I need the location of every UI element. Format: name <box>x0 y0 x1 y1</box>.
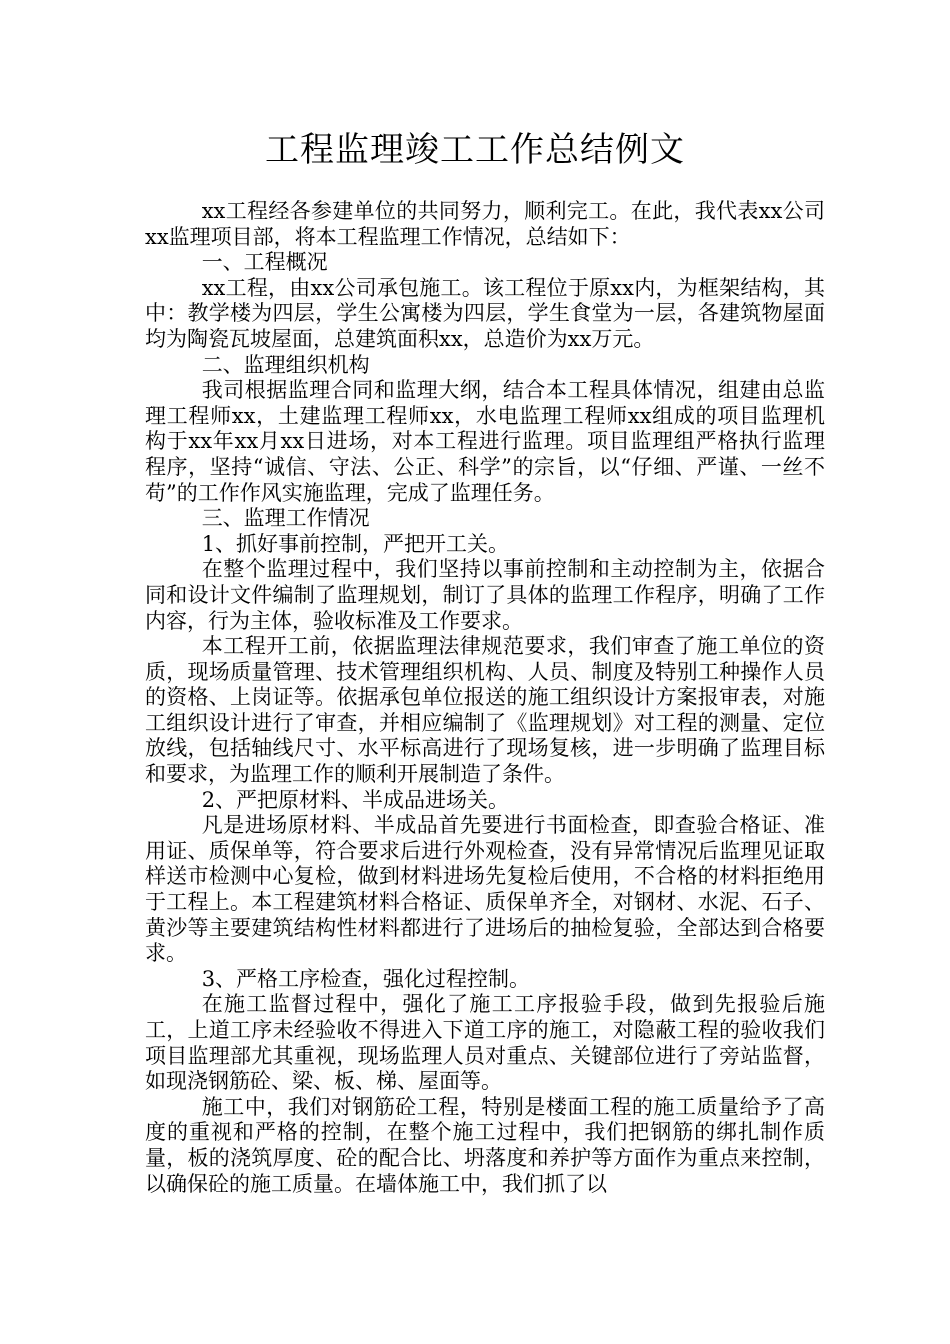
subheading-prior-control: 1、抓好事前控制，严把开工关。 <box>201 531 510 556</box>
section-heading-work: 三、监理工作情况 <box>201 506 370 531</box>
paragraph-organization: 我司根据监理合同和监理大纲，结合本工程具体情况，组建由总监理工程师xx，土建监理工程师xx，水电监理工程师xx组成的项目监理机构于xx年xx月xx日进场，对本工程进行监理。项目监理组严格执行监理程序，坚持“诚信、守法、公正、科学”的宗旨，以“仔细、严谨、一丝不苟”的工作作风实施监理，完成了监理任务。 <box>145 378 825 505</box>
paragraph-process-control-1: 在施工监督过程中，强化了施工工序报验手段，做到先报验后施工，上道工序未经验收不得进入下道工序的施工，对隐蔽工程的验收我们项目监理部尤其重视，现场监理人员对重点、关键部位进行了旁站监督，如现浇钢筋砼、梁、板、梯、屋面等。 <box>145 992 825 1094</box>
document-body <box>145 199 825 1197</box>
document-title: 工程监理竣工工作总结例文 <box>265 130 685 170</box>
section-heading-overview: 一、工程概况 <box>201 250 328 275</box>
subheading-process-control: 3、严格工序检查，强化过程控制。 <box>201 966 531 991</box>
paragraph-prior-control-1: 在整个监理过程中，我们坚持以事前控制和主动控制为主，依据合同和设计文件编制了监理规划，制订了具体的监理工作程序，明确了工作内容，行为主体，验收标准及工作要求。 <box>145 557 825 633</box>
paragraph-process-control-2: 施工中，我们对钢筋砼工程，特别是楼面工程的施工质量给予了高度的重视和严格的控制，在整个施工过程中，我们把钢筋的绑扎制作质量，板的浇筑厚度、砼的配合比、坍落度和养护等方面作为重点来控制，以确保砼的施工质量。在墙体施工中，我们抓了以 <box>145 1094 825 1196</box>
subheading-materials: 2、严把原材料、半成品进场关。 <box>201 787 510 812</box>
paragraph-materials: 凡是进场原材料、半成品首先要进行书面检查，即查验合格证、准用证、质保单等，符合要求后进行外观检查，没有异常情况后监理见证取样送市检测中心复检，做到材料进场先复检后使用，不合格的材料拒绝用于工程上。本工程建筑材料合格证、质保单齐全，对钢材、水泥、石子、黄沙等主要建筑结构性材料都进行了进场后的抽检复验，全部达到合格要求。 <box>145 813 825 966</box>
section-heading-organization: 二、监理组织机构 <box>201 352 370 377</box>
paragraph-prior-control-2: 本工程开工前，依据监理法律规范要求，我们审查了施工单位的资质，现场质量管理、技术管理组织机构、人员、制度及特别工种操作人员的资格、上岗证等。依据承包单位报送的施工组织设计方案报审表，对施工组织设计进行了审查，并相应编制了《监理规划》对工程的测量、定位放线，包括轴线尺寸、水平标高进行了现场复核，进一步明确了监理目标和要求，为监理工作的顺利开展制造了条件。 <box>145 634 825 787</box>
paragraph-intro: xx工程经各参建单位的共同努力，顺利完工。在此，我代表xx公司xx监理项目部，将本工程监理工作情况，总结如下： <box>145 199 825 249</box>
paragraph-overview: xx工程，由xx公司承包施工。该工程位于原xx内，为框架结构，其中：教学楼为四层，学生公寓楼为四层，学生食堂为一层，各建筑物屋面均为陶瓷瓦坡屋面，总建筑面积xx，总造价为xx万元。 <box>145 275 825 351</box>
